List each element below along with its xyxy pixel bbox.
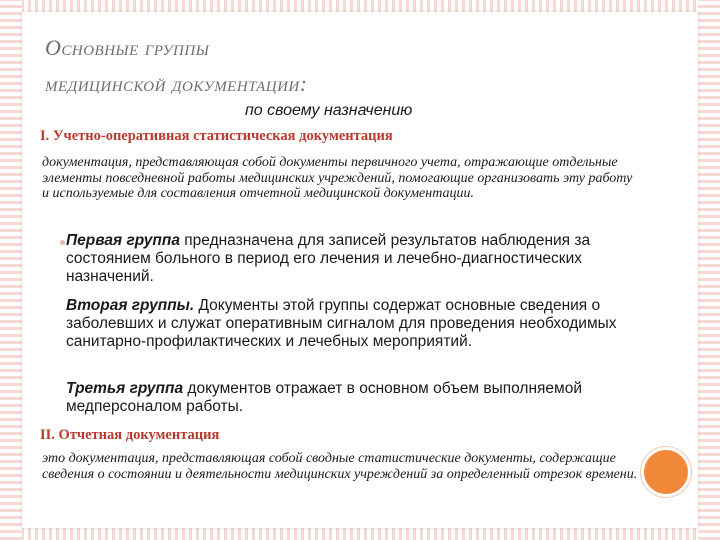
group-first-text: предназначена для записей результатов наблюдения за состоянием больного в период его лечения и лечебно-диагностических назначений.: [66, 232, 591, 285]
frame-left-border: [0, 0, 22, 540]
group-third-name: Третья группа: [66, 380, 184, 397]
slide-title-line2: медицинской документации:: [45, 71, 308, 96]
orange-circle-decoration: [641, 447, 691, 497]
group-third-text: документов отражает в основном объем выполняемой медперсоналом работы.: [66, 380, 582, 415]
slide-title: [45, 30, 308, 102]
frame-top-border: [0, 0, 720, 12]
slide-subtitle: по своему назначению: [245, 102, 413, 119]
bullet-dot: [60, 240, 65, 245]
frame-bottom-border: [0, 528, 720, 540]
group-first: [66, 232, 666, 286]
slide-title-line1: Основные группы: [45, 35, 210, 60]
group-second-text: Документы этой группы содержат основные сведения о заболевших и служат оперативным сигналом для проведения необходимых санитарно-профилактических и лечебных мероприятий.: [66, 297, 617, 350]
group-second-name: Вторая группы.: [66, 297, 195, 314]
section2-heading: II. Отчетная документация: [40, 427, 220, 443]
group-second: [66, 297, 666, 351]
section1-heading: I. Учетно-оперативная статистическая документация: [40, 128, 393, 144]
group-third: [66, 380, 666, 416]
section1-description: документация, представляющая собой документы первичного учета, отражающие отдельные элементы повседневной работы медицинских учреждений, помогающие организовать эту работу и используемые для составления отчетной медицинской документации.: [42, 155, 633, 201]
group-first-name: Первая группа: [66, 232, 180, 249]
frame-right-border: [698, 0, 720, 540]
section2-description: это документация, представляющая собой сводные статистические документы, содержащие сведения о состоянии и деятельности медицинских учреждений за определенный отрезок времени.: [42, 451, 638, 482]
